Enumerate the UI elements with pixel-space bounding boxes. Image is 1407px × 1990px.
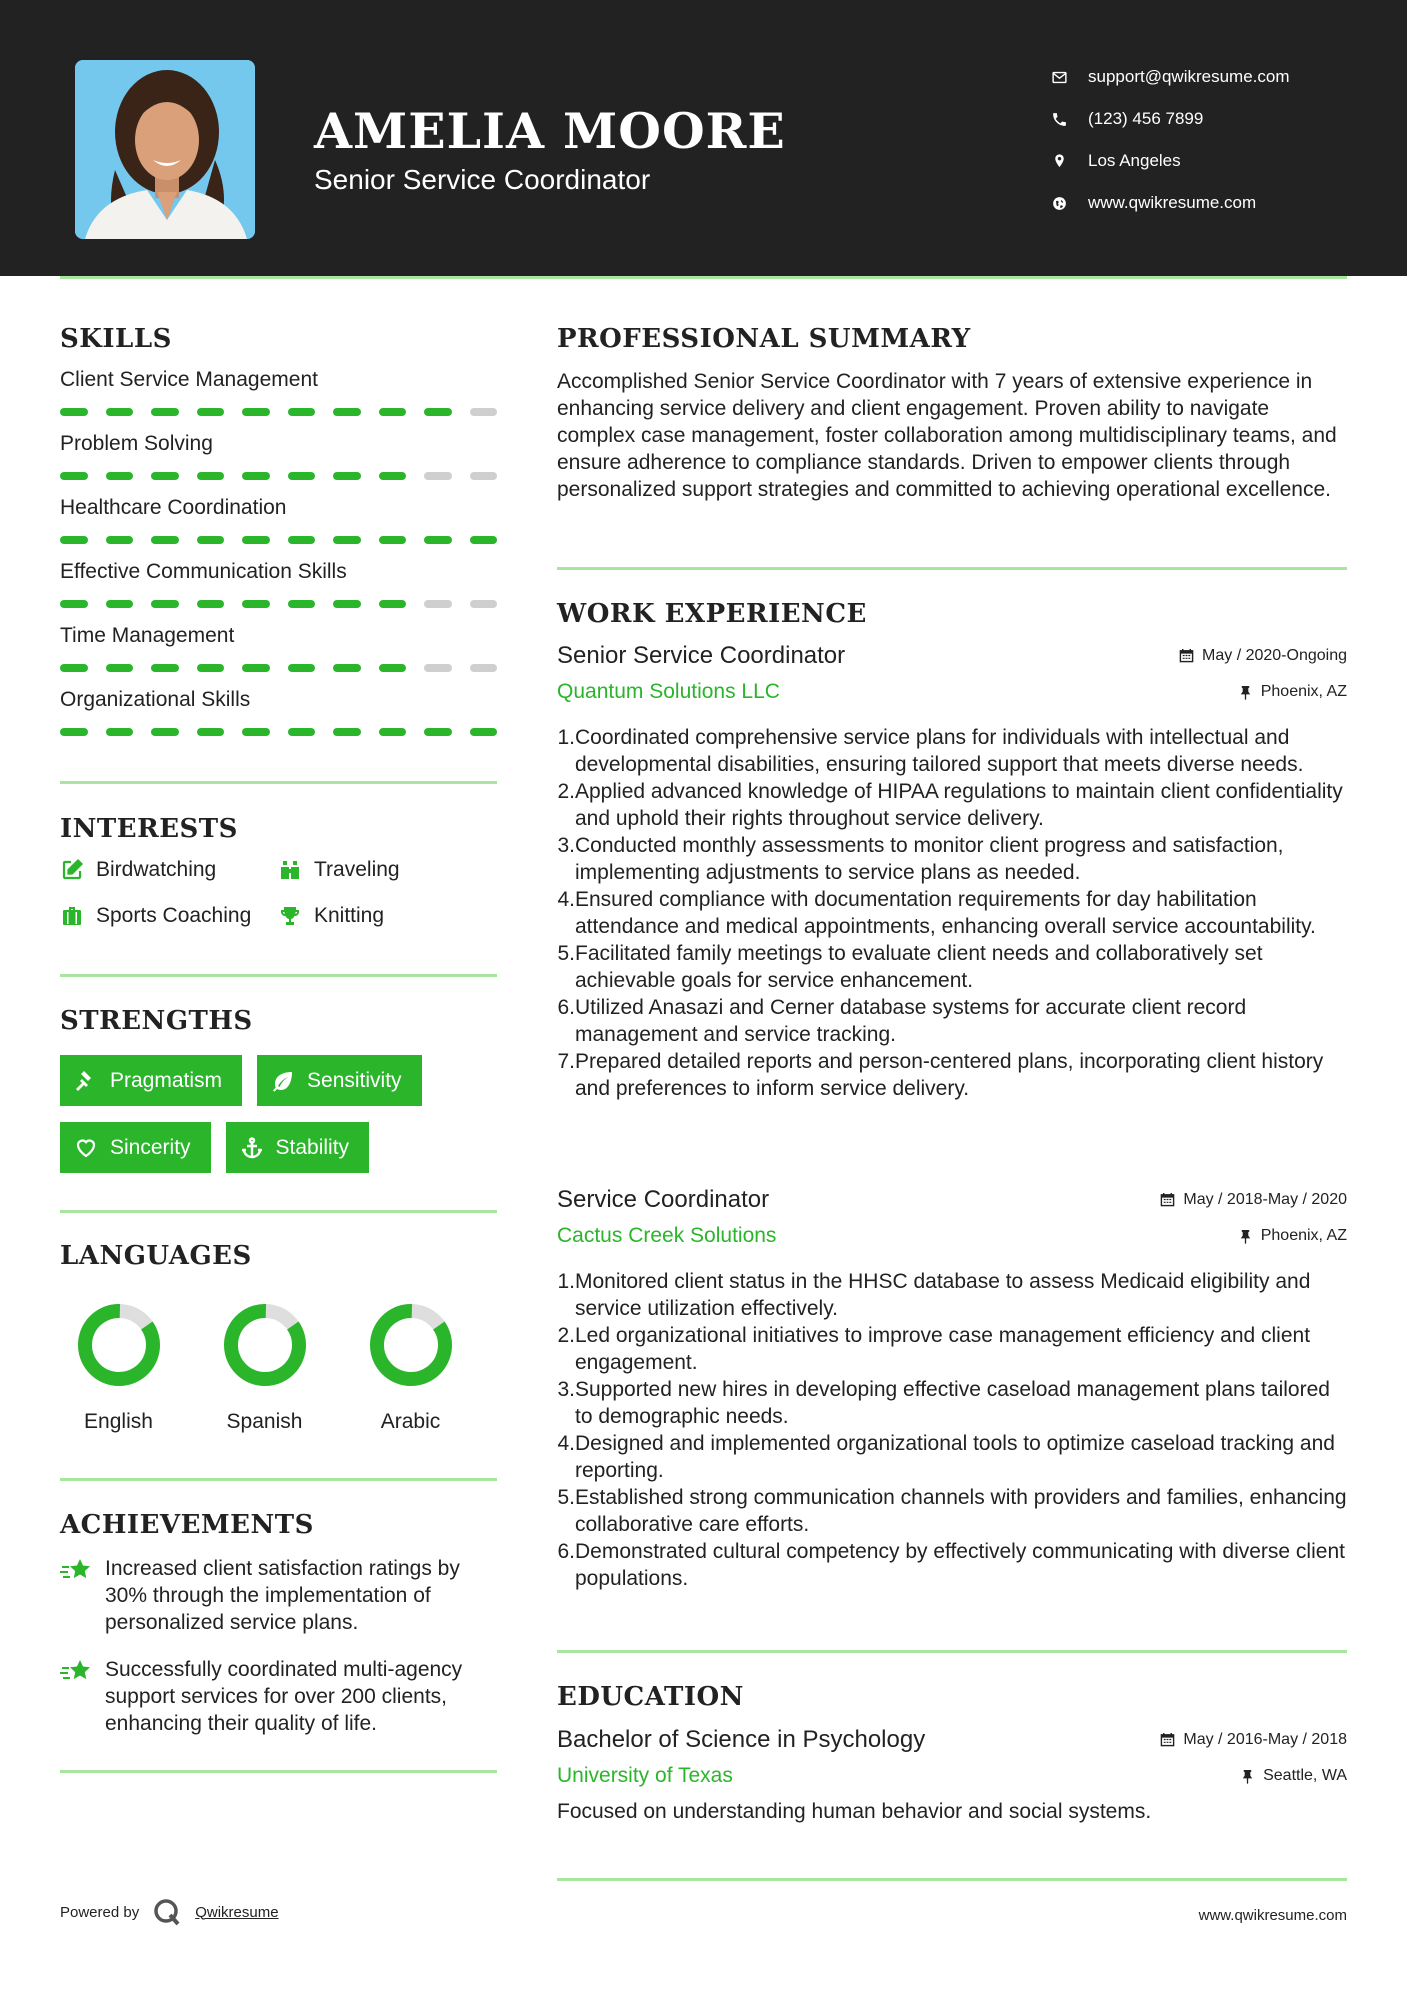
interest-item xyxy=(60,904,278,928)
interest-item xyxy=(278,858,478,882)
bullet-number: 2. xyxy=(557,1324,575,1347)
bullet-item xyxy=(557,1376,1347,1430)
skill-level-segment xyxy=(379,536,407,544)
skill-level-segment xyxy=(470,408,498,416)
skill-item xyxy=(60,560,497,624)
job-entry xyxy=(557,642,1347,1102)
skill-level-segment xyxy=(424,408,452,416)
bullet-text: Utilized Anasazi and Cerner database systems for accurate client record management and service tracking. xyxy=(575,996,1247,1046)
gavel-icon xyxy=(74,1069,98,1093)
pushpin-icon xyxy=(1238,1229,1253,1244)
bullet-text: Ensured compliance with documentation requirements for day habilitation attendance and medical appointments, enhancing overall service accountability. xyxy=(575,888,1316,938)
strengths-heading: STRENGTHS xyxy=(60,1006,253,1036)
bullet-item xyxy=(557,940,1347,994)
strength-label: Sensitivity xyxy=(307,1068,402,1092)
skill-level-bar xyxy=(60,408,497,416)
skill-level-segment xyxy=(106,408,134,416)
education-description: Focused on understanding human behavior and social systems. xyxy=(557,1800,1152,1823)
skill-level-segment xyxy=(242,600,270,608)
bullet-text: Demonstrated cultural competency by effectively communicating with diverse client populations. xyxy=(575,1540,1345,1590)
skill-level-segment xyxy=(424,600,452,608)
skills-divider xyxy=(60,781,497,784)
anchor-icon xyxy=(240,1136,264,1160)
contact-email-text: support@qwikresume.com xyxy=(1088,67,1290,86)
language-item xyxy=(223,1303,306,1434)
skill-level-bar xyxy=(60,472,497,480)
skill-level-segment xyxy=(379,728,407,736)
strengths-tags xyxy=(60,1055,497,1173)
achievement-text: Successfully coordinated multi-agency support services for over 200 clients, enhancing their quality of life. xyxy=(105,1658,463,1735)
skill-name: Organizational Skills xyxy=(60,688,251,711)
header-divider xyxy=(60,276,1347,279)
skill-level-segment xyxy=(151,408,179,416)
achievements-list xyxy=(60,1537,497,1737)
interest-item xyxy=(60,858,278,882)
bullet-item xyxy=(557,1484,1347,1538)
skill-level-segment xyxy=(470,600,498,608)
skill-level-segment xyxy=(197,536,225,544)
skill-level-segment xyxy=(288,472,316,480)
contact-phone-text: (123) 456 7899 xyxy=(1088,109,1204,128)
skill-level-segment xyxy=(470,536,498,544)
languages-divider xyxy=(60,1478,497,1481)
skill-level-segment xyxy=(424,664,452,672)
contact-list xyxy=(1050,56,1290,224)
bullet-text: Monitored client status in the HHSC database to assess Medicaid eligibility and service utilization effectively. xyxy=(575,1270,1311,1320)
skill-level-segment xyxy=(424,472,452,480)
languages-list xyxy=(77,1303,452,1434)
contact-location xyxy=(1050,140,1290,182)
bullet-item xyxy=(557,1538,1347,1592)
binoculars-icon xyxy=(278,858,302,882)
star-badge-icon xyxy=(60,1557,92,1585)
skill-level-segment xyxy=(197,408,225,416)
skill-level-bar xyxy=(60,600,497,608)
briefcase-icon xyxy=(60,904,84,928)
skill-level-segment xyxy=(242,472,270,480)
pushpin-icon xyxy=(1238,685,1253,700)
bullet-number: 5. xyxy=(557,942,575,965)
skill-name: Problem Solving xyxy=(60,432,213,455)
interests-grid xyxy=(60,858,478,928)
bullet-number: 2. xyxy=(557,780,575,803)
bullet-number: 1. xyxy=(557,726,575,749)
skill-level-bar xyxy=(60,664,497,672)
education-date xyxy=(1160,1731,1347,1749)
bullet-number: 4. xyxy=(557,1432,575,1455)
calendar-icon xyxy=(1160,1192,1175,1207)
bullet-number: 3. xyxy=(557,834,575,857)
bullet-item xyxy=(557,886,1347,940)
strength-label: Stability xyxy=(275,1135,350,1159)
skill-level-segment xyxy=(333,408,361,416)
bullet-text: Applied advanced knowledge of HIPAA regulations to maintain client confidentiality and uphold their rights throughout service delivery. xyxy=(575,780,1343,830)
contact-website[interactable] xyxy=(1050,182,1290,224)
strength-label: Sincerity xyxy=(110,1135,191,1159)
language-label: Arabic xyxy=(380,1410,441,1433)
job-bullets xyxy=(557,1268,1347,1592)
skill-level-segment xyxy=(242,408,270,416)
job-bullets xyxy=(557,724,1347,1102)
skill-level-segment xyxy=(379,472,407,480)
skill-level-segment xyxy=(242,728,270,736)
skill-level-segment xyxy=(106,664,134,672)
phone-icon xyxy=(1050,110,1068,128)
summary-section xyxy=(557,324,1347,503)
donut-fill xyxy=(369,1303,453,1387)
languages-heading: LANGUAGES xyxy=(60,1241,252,1271)
skill-item xyxy=(60,432,497,496)
brand-link[interactable]: Qwikresume xyxy=(195,1903,279,1921)
qwikresume-logo-icon xyxy=(153,1898,181,1926)
leaf-icon xyxy=(271,1069,295,1093)
language-label: Spanish xyxy=(226,1410,303,1433)
achievement-item xyxy=(60,1555,497,1636)
donut-fill xyxy=(77,1303,161,1387)
skill-level-segment xyxy=(197,600,225,608)
calendar-icon xyxy=(1160,1732,1175,1747)
interest-label: Birdwatching xyxy=(96,858,217,881)
skill-level-segment xyxy=(333,728,361,736)
skill-level-segment xyxy=(288,536,316,544)
bullet-number: 1. xyxy=(557,1270,575,1293)
job-location xyxy=(1238,1227,1347,1245)
company-name: Cactus Creek Solutions xyxy=(557,1224,777,1247)
work-section xyxy=(557,599,1347,629)
skill-level-segment xyxy=(379,408,407,416)
job-location xyxy=(1238,683,1347,701)
contact-email[interactable] xyxy=(1050,56,1290,98)
pencil-square-icon xyxy=(60,858,84,882)
skill-name: Healthcare Coordination xyxy=(60,496,287,519)
summary-divider xyxy=(557,567,1347,570)
job-date-text: May / 2020-Ongoing xyxy=(1202,646,1347,664)
summary-text: Accomplished Senior Service Coordinator with 7 years of extensive experience in enhancing service delivery and client engagement. Proven ability to navigate complex case management, foster collaboration among multidisciplinary teams, and ensure adherence to compliance standards. Driven to empower clients through personalized support strategies and committed to achieving operational excellence. xyxy=(557,370,1337,501)
interest-item xyxy=(278,904,478,928)
education-section xyxy=(557,1682,1347,1825)
interest-label: Knitting xyxy=(314,904,385,927)
strength-tag xyxy=(60,1122,211,1173)
bullet-number: 4. xyxy=(557,888,575,911)
skill-item xyxy=(60,688,497,752)
calendar-icon xyxy=(1179,648,1194,663)
bullet-text: Facilitated family meetings to evaluate client needs and collaboratively set achievable goals for service enhancement. xyxy=(575,942,1263,992)
language-label: English xyxy=(84,1410,153,1433)
map-pin-icon xyxy=(1050,152,1068,170)
bullet-text: Conducted monthly assessments to monitor client progress and satisfaction, implementing adjustments to service plans as needed. xyxy=(575,834,1284,884)
education-location-text: Seattle, WA xyxy=(1263,1767,1347,1784)
education-location xyxy=(1240,1767,1347,1785)
job-title: Service Coordinator xyxy=(557,1186,770,1213)
skills-heading: SKILLS xyxy=(60,324,172,354)
bullet-text: Established strong communication channels with providers and families, enhancing collaborative care efforts. xyxy=(575,1486,1347,1536)
skill-level-segment xyxy=(151,664,179,672)
bullet-number: 5. xyxy=(557,1486,575,1509)
skill-item xyxy=(60,624,497,688)
profile-photo xyxy=(75,60,255,239)
skill-level-segment xyxy=(470,728,498,736)
envelope-icon xyxy=(1050,68,1068,86)
bullet-number: 6. xyxy=(557,996,575,1019)
globe-icon xyxy=(1050,194,1068,212)
education-heading: EDUCATION xyxy=(557,1682,744,1712)
skill-level-segment xyxy=(379,664,407,672)
bullet-text: Prepared detailed reports and person-centered plans, incorporating client history and preferences to inform service delivery. xyxy=(575,1050,1324,1100)
contact-website-text: www.qwikresume.com xyxy=(1088,193,1257,212)
skill-level-segment xyxy=(242,664,270,672)
interests-divider xyxy=(60,974,497,977)
skill-level-segment xyxy=(106,600,134,608)
contact-phone[interactable] xyxy=(1050,98,1290,140)
bullet-item xyxy=(557,778,1347,832)
language-donut xyxy=(223,1303,307,1387)
skill-level-bar xyxy=(60,536,497,544)
donut-fill xyxy=(223,1303,307,1387)
skill-level-segment xyxy=(151,600,179,608)
skill-level-segment xyxy=(60,472,88,480)
summary-heading: PROFESSIONAL SUMMARY xyxy=(557,324,971,354)
strengths-divider xyxy=(60,1210,497,1213)
skill-name: Effective Communication Skills xyxy=(60,560,347,583)
bullet-item xyxy=(557,1322,1347,1376)
skill-level-segment xyxy=(379,600,407,608)
achievement-text: Increased client satisfaction ratings by 30% through the implementation of personalized service plans. xyxy=(105,1557,460,1634)
work-divider xyxy=(557,1650,1347,1653)
candidate-title: Senior Service Coordinator xyxy=(314,164,651,195)
bullet-number: 3. xyxy=(557,1378,575,1401)
achievements-divider xyxy=(60,1770,497,1773)
skill-level-segment xyxy=(288,664,316,672)
bullet-text: Supported new hires in developing effective caseload management plans tailored to demographic needs. xyxy=(575,1378,1330,1428)
footer-website[interactable]: www.qwikresume.com xyxy=(1198,1907,1347,1924)
skill-level-segment xyxy=(197,664,225,672)
skill-level-segment xyxy=(288,600,316,608)
bullet-item xyxy=(557,1268,1347,1322)
bullet-item xyxy=(557,832,1347,886)
skill-level-segment xyxy=(60,600,88,608)
skill-item xyxy=(60,496,497,560)
skill-name: Client Service Management xyxy=(60,368,318,391)
skill-level-segment xyxy=(106,728,134,736)
skill-level-segment xyxy=(151,472,179,480)
bullet-number: 6. xyxy=(557,1540,575,1563)
job-entry xyxy=(557,1186,1347,1592)
trophy-icon xyxy=(278,904,302,928)
education-divider xyxy=(557,1878,1347,1881)
skill-level-segment xyxy=(60,408,88,416)
bullet-item xyxy=(557,1430,1347,1484)
skill-level-segment xyxy=(151,728,179,736)
company-name: Quantum Solutions LLC xyxy=(557,680,780,703)
strength-tag xyxy=(257,1055,422,1106)
work-heading: WORK EXPERIENCE xyxy=(557,599,867,629)
language-donut xyxy=(77,1303,161,1387)
strength-label: Pragmatism xyxy=(110,1068,223,1092)
skill-level-segment xyxy=(106,472,134,480)
skill-level-segment xyxy=(470,472,498,480)
skill-level-segment xyxy=(197,472,225,480)
candidate-name: AMELIA MOORE xyxy=(314,102,786,160)
skill-level-segment xyxy=(333,600,361,608)
job-location-text: Phoenix, AZ xyxy=(1260,683,1347,700)
strength-tag xyxy=(226,1122,370,1173)
skill-level-segment xyxy=(288,728,316,736)
job-date-text: May / 2018-May / 2020 xyxy=(1183,1190,1347,1208)
skill-level-segment xyxy=(151,536,179,544)
skill-level-segment xyxy=(424,536,452,544)
bullet-number: 7. xyxy=(557,1050,575,1073)
skills-section xyxy=(60,324,172,354)
skill-level-segment xyxy=(197,728,225,736)
job-date xyxy=(1160,1191,1347,1209)
strength-tag xyxy=(60,1055,242,1106)
interest-label: Traveling xyxy=(314,858,400,881)
degree-title: Bachelor of Science in Psychology xyxy=(557,1726,926,1753)
education-date-text: May / 2016-May / 2018 xyxy=(1183,1730,1347,1748)
interest-label: Sports Coaching xyxy=(96,904,252,927)
star-badge-icon xyxy=(60,1658,92,1686)
job-date xyxy=(1179,647,1347,665)
powered-by-text: Powered by xyxy=(60,1903,140,1921)
job-title: Senior Service Coordinator xyxy=(557,642,846,669)
skill-level-segment xyxy=(242,536,270,544)
language-item xyxy=(369,1303,452,1434)
skill-level-segment xyxy=(288,408,316,416)
skill-level-segment xyxy=(470,664,498,672)
language-donut xyxy=(369,1303,453,1387)
skill-level-segment xyxy=(333,536,361,544)
heart-icon xyxy=(74,1136,98,1160)
job-location-text: Phoenix, AZ xyxy=(1260,1227,1347,1244)
skill-level-bar xyxy=(60,728,497,736)
bullet-text: Coordinated comprehensive service plans for individuals with intellectual and developmental disabilities, ensuring tailored support that meets diverse needs. xyxy=(575,726,1304,776)
pushpin-icon xyxy=(1240,1769,1255,1784)
contact-location-text: Los Angeles xyxy=(1088,151,1181,170)
interests-heading: INTERESTS xyxy=(60,814,238,844)
skill-name: Time Management xyxy=(60,624,235,647)
achievement-item xyxy=(60,1656,497,1737)
skill-item xyxy=(60,368,497,432)
bullet-item xyxy=(557,1048,1347,1102)
language-item xyxy=(77,1303,160,1434)
resume-header xyxy=(0,0,1407,276)
achievements-heading: ACHIEVEMENTS xyxy=(60,1510,314,1540)
skill-level-segment xyxy=(60,536,88,544)
bullet-item xyxy=(557,994,1347,1048)
skill-level-segment xyxy=(424,728,452,736)
skill-level-segment xyxy=(60,728,88,736)
bullet-item xyxy=(557,724,1347,778)
skill-level-segment xyxy=(106,536,134,544)
skill-level-segment xyxy=(333,472,361,480)
bullet-text: Led organizational initiatives to improve case management efficiency and client engagement. xyxy=(575,1324,1311,1374)
bullet-text: Designed and implemented organizational tools to optimize caseload tracking and reporting. xyxy=(575,1432,1335,1482)
skill-level-segment xyxy=(333,664,361,672)
skills-list xyxy=(60,368,497,752)
footer-powered-by xyxy=(60,1898,279,1926)
school-name: University of Texas xyxy=(557,1764,733,1787)
skill-level-segment xyxy=(60,664,88,672)
